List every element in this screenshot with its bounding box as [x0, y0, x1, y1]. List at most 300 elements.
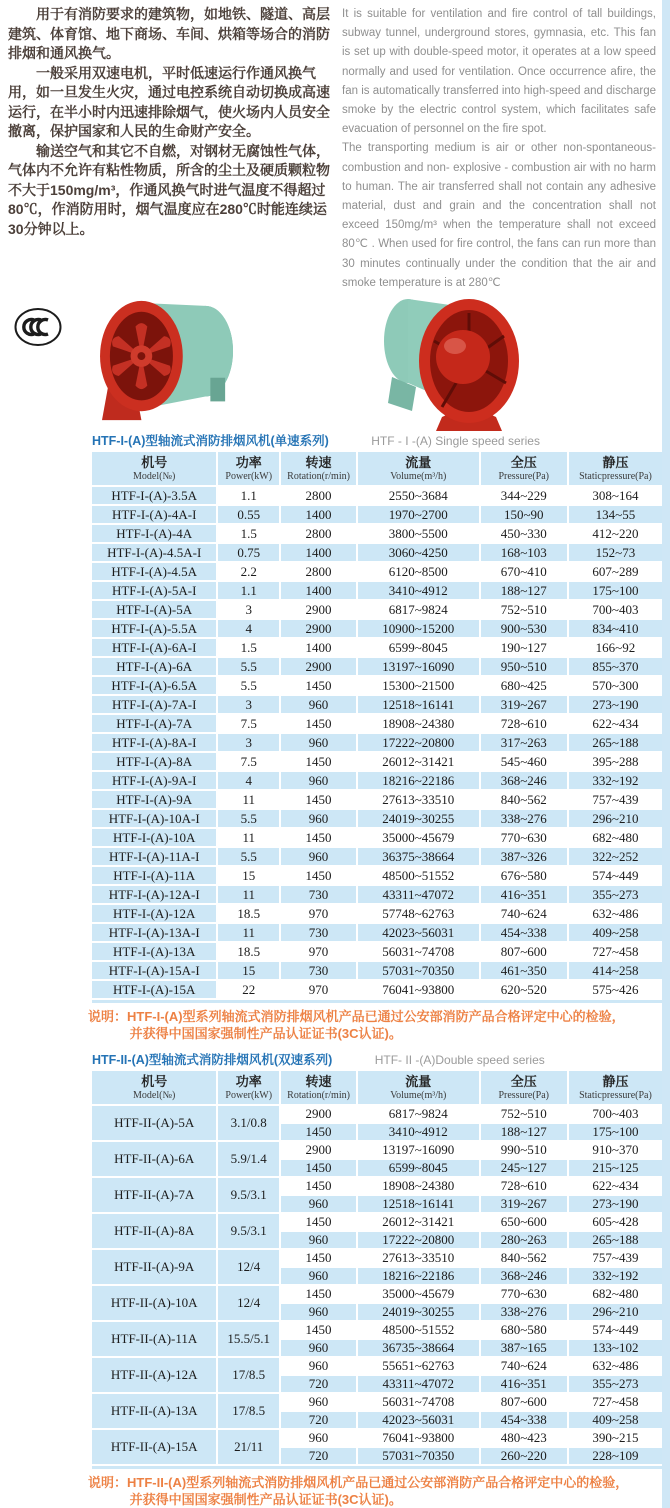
value-cell: 4 — [217, 619, 280, 638]
value-cell: 970 — [280, 942, 357, 961]
value-cell: 36375~38664 — [357, 847, 480, 866]
value-cell: 26012~31421 — [357, 752, 480, 771]
value-cell: 1450 — [280, 714, 357, 733]
model-cell: HTF-I-(A)-4A-I — [92, 505, 217, 524]
value-cell: 740~624 — [480, 1357, 568, 1375]
table-row — [92, 1357, 662, 1375]
value-cell: 6817~9824 — [357, 1105, 480, 1123]
value-cell: 720 — [280, 1375, 357, 1393]
table1-note — [88, 1008, 670, 1042]
value-cell: 338~276 — [480, 809, 568, 828]
table-row — [92, 904, 662, 923]
value-cell: 414~258 — [568, 961, 662, 980]
model-cell: HTF-II-(A)-15A — [92, 1429, 217, 1465]
value-cell: 1.5 — [217, 524, 280, 543]
value-cell: 11 — [217, 828, 280, 847]
value-cell: 317~263 — [480, 733, 568, 752]
value-cell: 27613~33510 — [357, 1249, 480, 1267]
value-cell: 15 — [217, 961, 280, 980]
note-line: 并获得中国国家强制性产品认证证书(3C认证)。 — [129, 1026, 402, 1042]
value-cell: 574~449 — [568, 1321, 662, 1339]
value-cell: 4 — [217, 771, 280, 790]
power-cell: 17/8.5 — [217, 1357, 280, 1393]
model-cell: HTF-I-(A)-13A-I — [92, 923, 217, 942]
value-cell: 682~480 — [568, 828, 662, 847]
value-cell: 319~267 — [480, 1195, 568, 1213]
model-cell: HTF-I-(A)-5A — [92, 600, 217, 619]
value-cell: 2900 — [280, 600, 357, 619]
value-cell: 1400 — [280, 505, 357, 524]
column-header: 静压 Staticpressure(Pa) — [568, 1071, 662, 1105]
value-cell: 2.2 — [217, 562, 280, 581]
value-cell: 622~434 — [568, 1177, 662, 1195]
value-cell: 296~210 — [568, 1303, 662, 1321]
value-cell: 133~102 — [568, 1339, 662, 1357]
table2-title-en: HTF- II -(A)Double speed series — [374, 1053, 545, 1068]
value-cell: 409~258 — [568, 1411, 662, 1429]
power-cell: 5.9/1.4 — [217, 1141, 280, 1177]
value-cell: 670~410 — [480, 562, 568, 581]
value-cell: 757~439 — [568, 790, 662, 809]
model-cell: HTF-I-(A)-13A — [92, 942, 217, 961]
table-row — [92, 847, 662, 866]
value-cell: 1.5 — [217, 638, 280, 657]
table-row — [92, 1321, 662, 1339]
value-cell: 5.5 — [217, 676, 280, 695]
value-cell: 770~630 — [480, 828, 568, 847]
table-row — [92, 771, 662, 790]
table-row — [92, 505, 662, 524]
table-row — [92, 657, 662, 676]
value-cell: 2800 — [280, 486, 357, 505]
value-cell: 480~423 — [480, 1429, 568, 1447]
intro-cn-paragraph: 一般采用双速电机，平时低速运行作通风换气用，如一旦发生火灾，通过电控系统自动切换成高速运行，在半小时内迅速排除烟气，使火场内人员安全撤离，保护国家和人民的生命财产安全。 — [8, 64, 330, 139]
value-cell: 18908~24380 — [357, 1177, 480, 1195]
model-cell: HTF-II-(A)-8A — [92, 1213, 217, 1249]
table-row — [92, 1177, 662, 1195]
value-cell: 0.55 — [217, 505, 280, 524]
value-cell: 682~480 — [568, 1285, 662, 1303]
value-cell: 1450 — [280, 1177, 357, 1195]
value-cell: 395~288 — [568, 752, 662, 771]
value-cell: 960 — [280, 1393, 357, 1411]
value-cell: 26012~31421 — [357, 1213, 480, 1231]
value-cell: 280~263 — [480, 1231, 568, 1249]
value-cell: 260~220 — [480, 1447, 568, 1465]
power-cell: 3.1/0.8 — [217, 1105, 280, 1141]
value-cell: 620~520 — [480, 980, 568, 999]
value-cell: 730 — [280, 923, 357, 942]
value-cell: 387~165 — [480, 1339, 568, 1357]
value-cell: 273~190 — [568, 1195, 662, 1213]
value-cell: 6120~8500 — [357, 562, 480, 581]
table-row — [92, 733, 662, 752]
value-cell: 757~439 — [568, 1249, 662, 1267]
value-cell: 970 — [280, 980, 357, 999]
note-line: 并获得中国国家强制性产品认证证书(3C认证)。 — [129, 1492, 402, 1508]
value-cell: 960 — [280, 1429, 357, 1447]
double-speed-table — [92, 1071, 662, 1466]
table2-title-cn: HTF-II-(A)型轴流式消防排烟风机(双速系列) — [92, 1053, 333, 1068]
model-cell: HTF-II-(A)-12A — [92, 1357, 217, 1393]
table-row — [92, 486, 662, 505]
value-cell: 57031~70350 — [357, 1447, 480, 1465]
double-speed-fan-image — [372, 291, 522, 431]
value-cell: 13197~16090 — [357, 1141, 480, 1159]
value-cell: 1400 — [280, 581, 357, 600]
model-cell: HTF-II-(A)-6A — [92, 1141, 217, 1177]
value-cell: 1450 — [280, 1159, 357, 1177]
value-cell: 632~486 — [568, 1357, 662, 1375]
value-cell: 730 — [280, 961, 357, 980]
value-cell: 3 — [217, 600, 280, 619]
table-row — [92, 600, 662, 619]
value-cell: 18216~22186 — [357, 771, 480, 790]
model-cell: HTF-I-(A)-4.5A — [92, 562, 217, 581]
value-cell: 42023~56031 — [357, 1411, 480, 1429]
value-cell: 76041~93800 — [357, 1429, 480, 1447]
value-cell: 1450 — [280, 866, 357, 885]
value-cell: 43311~47072 — [357, 885, 480, 904]
value-cell: 727~458 — [568, 1393, 662, 1411]
table1-title-cn: HTF-I-(A)型轴流式消防排烟风机(单速系列) — [92, 434, 329, 449]
table-row — [92, 676, 662, 695]
table-row — [92, 562, 662, 581]
value-cell: 134~55 — [568, 505, 662, 524]
value-cell: 11 — [217, 885, 280, 904]
value-cell: 35000~45679 — [357, 1285, 480, 1303]
value-cell: 960 — [280, 847, 357, 866]
intro-cn-paragraph: 输送空气和其它不自燃，对钢材无腐蚀性气体，气体内不允许有粘性物质，所含的尘土及硬质颗粒物不大于150mg/m³，作通风换气时进气温度不得超过80℃，作消防用时，烟气温度应在280℃时能连续运30分钟以上。 — [8, 142, 330, 237]
model-cell: HTF-II-(A)-5A — [92, 1105, 217, 1141]
value-cell: 416~351 — [480, 1375, 568, 1393]
value-cell: 855~370 — [568, 657, 662, 676]
table1-header — [92, 452, 662, 486]
table-row — [92, 1249, 662, 1267]
table2-title — [92, 1050, 670, 1068]
value-cell: 450~330 — [480, 524, 568, 543]
value-cell: 1450 — [280, 1123, 357, 1141]
value-cell: 18.5 — [217, 904, 280, 923]
value-cell: 461~350 — [480, 961, 568, 980]
power-cell: 15.5/5.1 — [217, 1321, 280, 1357]
value-cell: 5.5 — [217, 809, 280, 828]
value-cell: 807~600 — [480, 942, 568, 961]
value-cell: 27613~33510 — [357, 790, 480, 809]
value-cell: 720 — [280, 1411, 357, 1429]
column-header: 机号 Model(№) — [92, 1071, 217, 1105]
value-cell: 6599~8045 — [357, 638, 480, 657]
value-cell: 55651~62763 — [357, 1357, 480, 1375]
value-cell: 650~600 — [480, 1213, 568, 1231]
model-cell: HTF-II-(A)-10A — [92, 1285, 217, 1321]
table2-header — [92, 1071, 662, 1105]
value-cell: 900~530 — [480, 619, 568, 638]
value-cell: 2900 — [280, 619, 357, 638]
value-cell: 2900 — [280, 657, 357, 676]
value-cell: 2900 — [280, 1141, 357, 1159]
value-cell: 950~510 — [480, 657, 568, 676]
intro-section — [0, 0, 670, 293]
table-row — [92, 885, 662, 904]
value-cell: 960 — [280, 1339, 357, 1357]
model-cell: HTF-I-(A)-10A — [92, 828, 217, 847]
intro-chinese — [8, 5, 330, 293]
double-speed-table-wrap — [92, 1071, 662, 1469]
power-cell: 12/4 — [217, 1285, 280, 1321]
value-cell: 728~610 — [480, 1177, 568, 1195]
value-cell: 720 — [280, 1447, 357, 1465]
column-header: 机号 Model(№) — [92, 452, 217, 486]
table-row — [92, 543, 662, 562]
value-cell: 245~127 — [480, 1159, 568, 1177]
value-cell: 296~210 — [568, 809, 662, 828]
table2-note — [88, 1474, 670, 1508]
value-cell: 1450 — [280, 1285, 357, 1303]
model-cell: HTF-I-(A)-7A-I — [92, 695, 217, 714]
table-row — [92, 809, 662, 828]
intro-en-paragraph: It is suitable for ventilation and fire control of tall buildings, subway tunnel, underground stores, gymnasia, etc. This fan is set up with double-speed motor, it operates at a low speed normally and used for ventilation. Once occurrence afire, the fan is automatically transferred into high-speed and discharge smoke by the electric control system, which facilitates safe evacuation of personnel on the fire spot. — [342, 8, 656, 136]
value-cell: 24019~30255 — [357, 1303, 480, 1321]
value-cell: 1450 — [280, 790, 357, 809]
value-cell: 215~125 — [568, 1159, 662, 1177]
value-cell: 3 — [217, 695, 280, 714]
value-cell: 344~229 — [480, 486, 568, 505]
value-cell: 960 — [280, 1231, 357, 1249]
value-cell: 24019~30255 — [357, 809, 480, 828]
value-cell: 632~486 — [568, 904, 662, 923]
model-cell: HTF-I-(A)-8A — [92, 752, 217, 771]
model-cell: HTF-I-(A)-9A — [92, 790, 217, 809]
value-cell: 11 — [217, 923, 280, 942]
value-cell: 700~403 — [568, 600, 662, 619]
table-row — [92, 866, 662, 885]
model-cell: HTF-II-(A)-11A — [92, 1321, 217, 1357]
value-cell: 607~289 — [568, 562, 662, 581]
note-line: 说明：HTF-I-(A)型系列轴流式消防排烟风机产品已通过公安部消防产品合格评定中心的检验， — [88, 1009, 625, 1025]
table-row — [92, 1141, 662, 1159]
value-cell: 76041~93800 — [357, 980, 480, 999]
value-cell: 265~188 — [568, 1231, 662, 1249]
value-cell: 355~273 — [568, 885, 662, 904]
value-cell: 7.5 — [217, 714, 280, 733]
value-cell: 960 — [280, 1357, 357, 1375]
model-cell: HTF-I-(A)-9A-I — [92, 771, 217, 790]
value-cell: 1450 — [280, 828, 357, 847]
value-cell: 730 — [280, 885, 357, 904]
value-cell: 454~338 — [480, 923, 568, 942]
page-edge-strip — [662, 0, 670, 1508]
value-cell: 319~267 — [480, 695, 568, 714]
value-cell: 840~562 — [480, 790, 568, 809]
model-cell: HTF-II-(A)-7A — [92, 1177, 217, 1213]
value-cell: 910~370 — [568, 1141, 662, 1159]
model-cell: HTF-I-(A)-10A-I — [92, 809, 217, 828]
model-cell: HTF-I-(A)-7A — [92, 714, 217, 733]
value-cell: 770~630 — [480, 1285, 568, 1303]
power-cell: 17/8.5 — [217, 1393, 280, 1429]
value-cell: 840~562 — [480, 1249, 568, 1267]
value-cell: 960 — [280, 771, 357, 790]
value-cell: 2800 — [280, 562, 357, 581]
value-cell: 2900 — [280, 1105, 357, 1123]
value-cell: 1450 — [280, 1249, 357, 1267]
table-row — [92, 923, 662, 942]
value-cell: 166~92 — [568, 638, 662, 657]
column-header: 功率 Power(kW) — [217, 1071, 280, 1105]
value-cell: 43311~47072 — [357, 1375, 480, 1393]
value-cell: 332~192 — [568, 771, 662, 790]
value-cell: 12518~16141 — [357, 695, 480, 714]
intro-cn-paragraph: 用于有消防要求的建筑物，如地铁、隧道、高层建筑、体育馆、地下商场、车间、烘箱等场合的消防排烟和通风换气。 — [8, 6, 330, 61]
value-cell: 13197~16090 — [357, 657, 480, 676]
value-cell: 390~215 — [568, 1429, 662, 1447]
value-cell: 680~580 — [480, 1321, 568, 1339]
model-cell: HTF-I-(A)-5.5A — [92, 619, 217, 638]
value-cell: 152~73 — [568, 543, 662, 562]
table2-body — [92, 1105, 662, 1465]
model-cell: HTF-I-(A)-11A — [92, 866, 217, 885]
column-header: 静压 Staticpressure(Pa) — [568, 452, 662, 486]
header-row — [92, 1071, 662, 1105]
value-cell: 355~273 — [568, 1375, 662, 1393]
value-cell: 960 — [280, 1195, 357, 1213]
value-cell: 338~276 — [480, 1303, 568, 1321]
table-row — [92, 828, 662, 847]
power-cell: 21/11 — [217, 1429, 280, 1465]
value-cell: 368~246 — [480, 1267, 568, 1285]
intro-en-paragraph: The transporting medium is air or other non-spontaneous-combustion and non- explosive - combustion air with no harm to human. The air transferred shall not contain any adhesive material, dust and grain and the concentration shall not exceed 150mg/m³ when the temperature shall not exceed 80℃ . When used for fire control, the fans can run more than 30 minutes continually under the condition that the air and smoke temperature is at 280℃ — [342, 142, 656, 289]
power-cell: 9.5/3.1 — [217, 1177, 280, 1213]
model-cell: HTF-I-(A)-15A — [92, 980, 217, 999]
value-cell: 727~458 — [568, 942, 662, 961]
table-row — [92, 980, 662, 999]
column-header: 流量 Volume(m³/h) — [357, 452, 480, 486]
model-cell: HTF-I-(A)-11A-I — [92, 847, 217, 866]
model-cell: HTF-I-(A)-4A — [92, 524, 217, 543]
value-cell: 622~434 — [568, 714, 662, 733]
value-cell: 11 — [217, 790, 280, 809]
value-cell: 1400 — [280, 543, 357, 562]
table-row — [92, 1105, 662, 1123]
value-cell: 740~624 — [480, 904, 568, 923]
value-cell: 1.1 — [217, 486, 280, 505]
table-row — [92, 942, 662, 961]
value-cell: 273~190 — [568, 695, 662, 714]
column-header: 流量 Volume(m³/h) — [357, 1071, 480, 1105]
note-line: 说明：HTF-II-(A)型系列轴流式消防排烟风机产品已通过公安部消防产品合格评定中心的检验， — [88, 1475, 629, 1491]
value-cell: 10900~15200 — [357, 619, 480, 638]
column-header: 全压 Pressure(Pa) — [480, 1071, 568, 1105]
value-cell: 18908~24380 — [357, 714, 480, 733]
value-cell: 3 — [217, 733, 280, 752]
value-cell: 960 — [280, 1267, 357, 1285]
value-cell: 5.5 — [217, 657, 280, 676]
power-cell: 12/4 — [217, 1249, 280, 1285]
model-cell: HTF-I-(A)-12A-I — [92, 885, 217, 904]
value-cell: 6817~9824 — [357, 600, 480, 619]
value-cell: 960 — [280, 733, 357, 752]
value-cell: 1450 — [280, 676, 357, 695]
model-cell: HTF-I-(A)-4.5A-I — [92, 543, 217, 562]
column-header: 全压 Pressure(Pa) — [480, 452, 568, 486]
value-cell: 22 — [217, 980, 280, 999]
value-cell: 188~127 — [480, 1123, 568, 1141]
column-header: 转速 Rotation(r/min) — [280, 1071, 357, 1105]
value-cell: 0.75 — [217, 543, 280, 562]
value-cell: 680~425 — [480, 676, 568, 695]
table1-body — [92, 486, 662, 999]
value-cell: 36735~38664 — [357, 1339, 480, 1357]
model-cell: HTF-I-(A)-8A-I — [92, 733, 217, 752]
value-cell: 728~610 — [480, 714, 568, 733]
value-cell: 960 — [280, 695, 357, 714]
value-cell: 416~351 — [480, 885, 568, 904]
value-cell: 15300~21500 — [357, 676, 480, 695]
intro-english — [342, 5, 656, 293]
value-cell: 409~258 — [568, 923, 662, 942]
table1-title-en: HTF - I -(A) Single speed series — [371, 434, 540, 449]
value-cell: 700~403 — [568, 1105, 662, 1123]
value-cell: 35000~45679 — [357, 828, 480, 847]
power-cell: 9.5/3.1 — [217, 1213, 280, 1249]
header-row — [92, 452, 662, 486]
model-cell: HTF-I-(A)-6.5A — [92, 676, 217, 695]
value-cell: 7.5 — [217, 752, 280, 771]
value-cell: 18216~22186 — [357, 1267, 480, 1285]
table-row — [92, 790, 662, 809]
value-cell: 2550~3684 — [357, 486, 480, 505]
table-row — [92, 752, 662, 771]
value-cell: 56031~74708 — [357, 1393, 480, 1411]
model-cell: HTF-I-(A)-5A-I — [92, 581, 217, 600]
value-cell: 150~90 — [480, 505, 568, 524]
value-cell: 190~127 — [480, 638, 568, 657]
value-cell: 1400 — [280, 638, 357, 657]
value-cell: 570~300 — [568, 676, 662, 695]
table-row — [92, 1393, 662, 1411]
value-cell: 1970~2700 — [357, 505, 480, 524]
table-row — [92, 695, 662, 714]
value-cell: 42023~56031 — [357, 923, 480, 942]
table-row — [92, 524, 662, 543]
table-row — [92, 1285, 662, 1303]
value-cell: 834~410 — [568, 619, 662, 638]
model-cell: HTF-II-(A)-9A — [92, 1249, 217, 1285]
value-cell: 1450 — [280, 752, 357, 771]
table-row — [92, 581, 662, 600]
value-cell: 188~127 — [480, 581, 568, 600]
value-cell: 48500~51552 — [357, 866, 480, 885]
single-speed-table-wrap — [92, 452, 662, 1003]
model-cell: HTF-II-(A)-13A — [92, 1393, 217, 1429]
value-cell: 48500~51552 — [357, 1321, 480, 1339]
table-row — [92, 1213, 662, 1231]
value-cell: 3800~5500 — [357, 524, 480, 543]
value-cell: 5.5 — [217, 847, 280, 866]
value-cell: 332~192 — [568, 1267, 662, 1285]
table1-title — [92, 431, 670, 449]
value-cell: 228~109 — [568, 1447, 662, 1465]
value-cell: 175~100 — [568, 581, 662, 600]
model-cell: HTF-I-(A)-6A — [92, 657, 217, 676]
ccc-certification-icon — [13, 305, 63, 349]
table-row — [92, 619, 662, 638]
value-cell: 454~338 — [480, 1411, 568, 1429]
table-row — [92, 1429, 662, 1447]
value-cell: 3410~4912 — [357, 581, 480, 600]
value-cell: 807~600 — [480, 1393, 568, 1411]
